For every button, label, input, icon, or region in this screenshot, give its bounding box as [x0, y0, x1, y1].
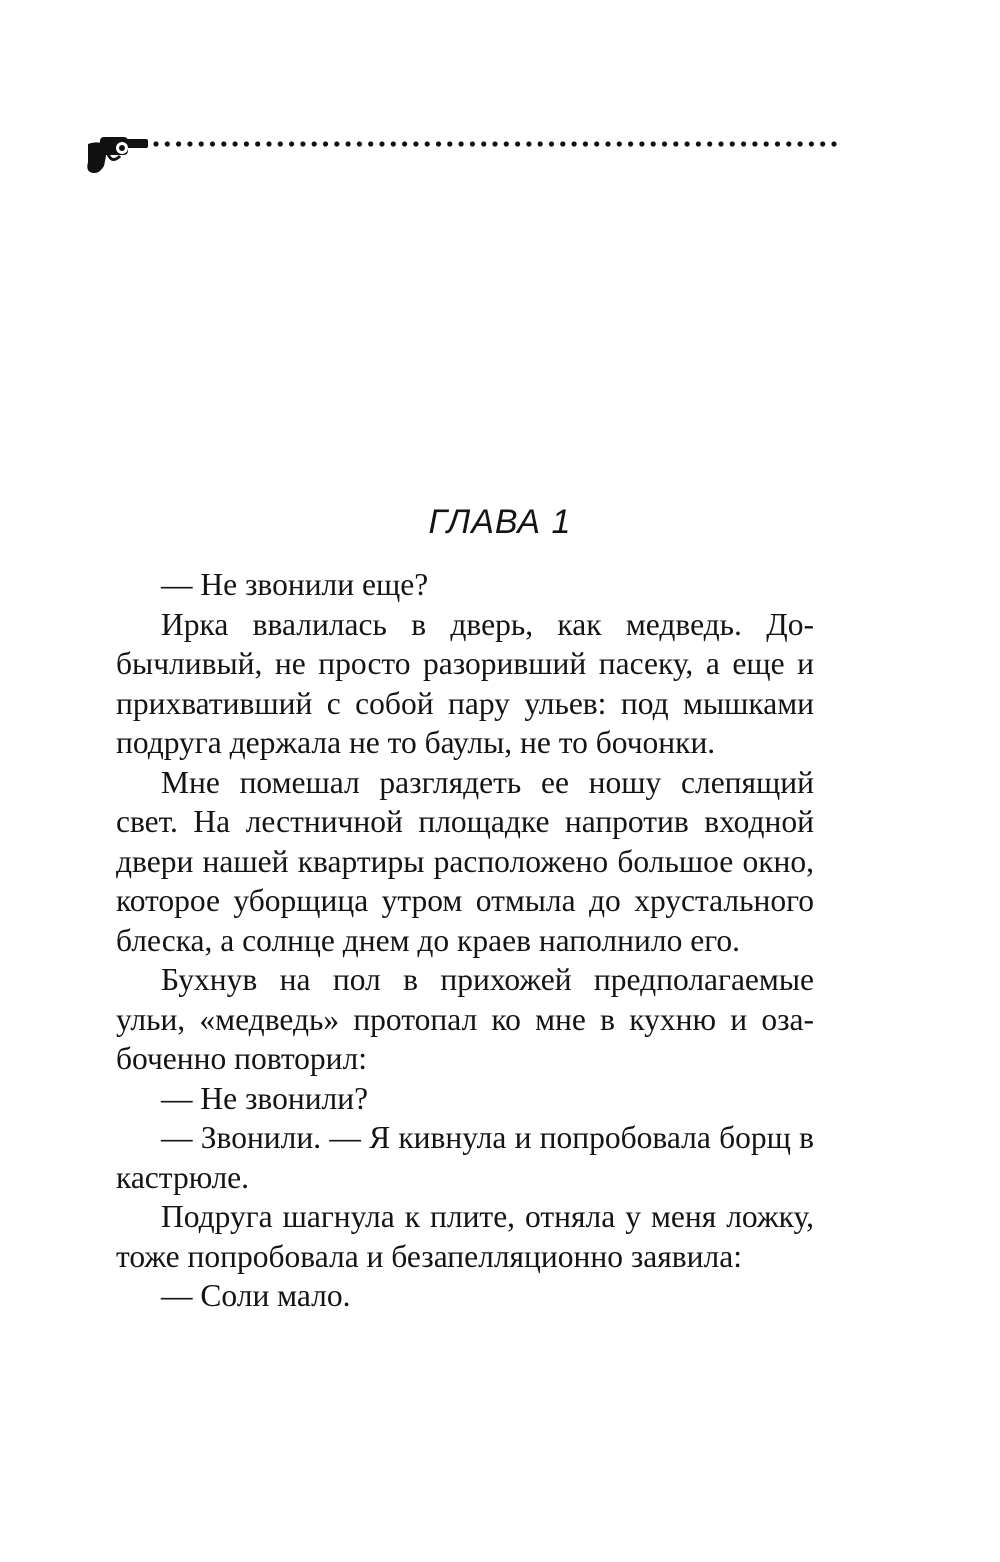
rule-dot — [798, 141, 803, 146]
rule-dot — [504, 141, 509, 146]
rule-dot — [459, 141, 464, 146]
rule-dot — [289, 141, 294, 146]
rule-dot — [334, 141, 339, 146]
rule-dot — [391, 141, 396, 146]
chapter-title: ГЛАВА 1 — [428, 503, 572, 541]
rule-dot — [402, 141, 407, 146]
rule-dot — [718, 141, 723, 146]
rule-dot — [549, 141, 554, 146]
rule-dot — [153, 141, 158, 146]
rule-dot — [741, 141, 746, 146]
rule-dot — [233, 141, 238, 146]
paragraph: Бухнув на пол в прихожей предполагаемые ульи, «медведь» протопал ко мне в кухню и озабоченно повторил: — [116, 962, 814, 1076]
rule-dot — [572, 141, 577, 146]
rule-dot — [820, 141, 825, 146]
rule-dot — [696, 141, 701, 146]
rule-dot — [560, 141, 565, 146]
rule-dot — [300, 141, 305, 146]
rule-dot — [831, 141, 836, 146]
body-text — [116, 565, 814, 1316]
rule-dot — [628, 141, 633, 146]
rule-dot — [266, 141, 271, 146]
rule-dot — [786, 141, 791, 146]
rule-dot — [515, 141, 520, 146]
rule-dot — [617, 141, 622, 146]
paragraph: — Звонили. — Я кивнула и попробовала борщ в кастрюле. — [116, 1120, 814, 1195]
rule-dot — [210, 141, 215, 146]
rule-dot — [470, 141, 475, 146]
paragraph: Мне помешал разглядеть ее ношу слепящий свет. На лестничной площадке напротив входной двери нашей квартиры расположено большое окно, которое уборщица утром отмыла до хрустального блеска, а солнце днем до краев наполнило его. — [116, 764, 814, 958]
paragraph: — Не звонили еще? — [161, 567, 429, 602]
rule-dot — [447, 141, 452, 146]
rule-dot — [165, 141, 170, 146]
rule-dot — [255, 141, 260, 146]
rule-dot — [583, 141, 588, 146]
rule-dot — [368, 141, 373, 146]
rule-dot — [764, 141, 769, 146]
rule-dot — [199, 141, 204, 146]
paragraph: — Не звонили? — [161, 1080, 369, 1116]
rule-dot — [278, 141, 283, 146]
rule-dot — [481, 141, 486, 146]
rule-dot — [379, 141, 384, 146]
rule-dot — [413, 141, 418, 146]
rule-dot — [685, 141, 690, 146]
rule-dot — [594, 141, 599, 146]
rule-dot — [707, 141, 712, 146]
rule-dot — [176, 141, 181, 146]
rule-dot — [357, 141, 362, 146]
rule-dot — [730, 141, 735, 146]
rule-dot — [526, 141, 531, 146]
rule-dot — [752, 141, 757, 146]
rule-dot — [425, 141, 430, 146]
rule-dot — [651, 141, 656, 146]
rule-dot — [323, 141, 328, 146]
rule-dot — [436, 141, 441, 146]
rule-dot — [312, 141, 317, 146]
rule-dot — [662, 141, 667, 146]
rule-dot — [605, 141, 610, 146]
revolver-icon — [87, 137, 148, 173]
rule-dot — [244, 141, 249, 146]
rule-dot — [492, 141, 497, 146]
rule-dot — [538, 141, 543, 146]
rule-dot — [639, 141, 644, 146]
rule-dot — [775, 141, 780, 146]
paragraph: Подруга шагнула к плите, отняла у меня ложку, тоже попробовала и безапелляционно заявила: — [116, 1199, 814, 1274]
rule-dot — [346, 141, 351, 146]
paragraph: — Соли мало. — [161, 1278, 351, 1313]
header-ornament — [86, 126, 846, 180]
rule-dot — [187, 141, 192, 146]
rule-dot — [221, 141, 226, 146]
rule-dot — [809, 141, 814, 146]
rule-dot — [673, 141, 678, 146]
dotted-rule — [153, 141, 836, 146]
paragraph: Ирка ввалилась в дверь, как медведь. Добычливый, не просто разоривший пасеку, а еще и прихвативший с собой пару ульев: под мышками подруга держала не то баулы, не то бочонки. — [116, 606, 814, 760]
